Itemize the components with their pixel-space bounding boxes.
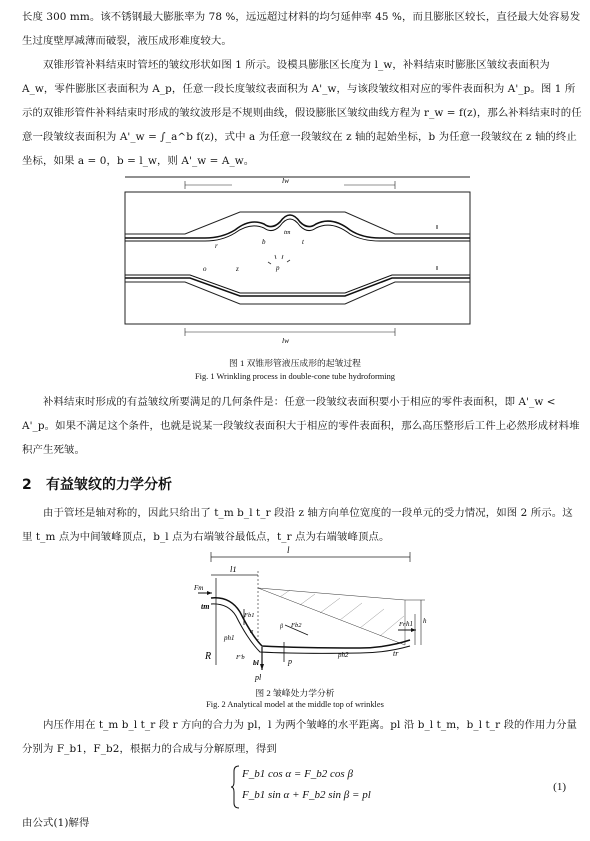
fig1-label-z: z — [236, 265, 239, 273]
figure-2-caption-en: Fig. 2 Analytical model at the middle top of wrinkles — [206, 700, 384, 709]
fig2-label-tr: tr — [393, 649, 399, 658]
fig2-label-pl: pl — [255, 673, 262, 682]
fig2-label-h1: h1 — [406, 620, 413, 628]
figure-2-caption-cn: 图 2 皱峰处力学分析 — [255, 688, 335, 698]
fig2-label-bl: bl — [253, 658, 259, 667]
figure-1-caption-cn: 图 1 双锥形管液压成形的起皱过程 — [229, 358, 361, 368]
fig2-label-Fb2: Fb2 — [291, 622, 302, 629]
equation-brace — [230, 765, 240, 809]
equation-line-2: F_b1 sin α + F_b2 sin β = pl — [242, 789, 371, 801]
fig2-label-Fr: Fr — [399, 621, 406, 628]
paragraph-5 — [22, 713, 582, 761]
paragraph-4-text: 由于管坯是轴对称的，因此只给出了 t_m b_l t_r 段沿 z 轴方向单位宽度的一段单元的受力情况，如图 2 所示。这里 t_m 点为中间皱峰顶点，b_l 点为右端皱谷最低点，t_r 点为右端皱峰顶点。 — [22, 507, 573, 543]
fig2-label-Fm: Fm — [194, 584, 204, 592]
fig1-label-b: b — [262, 238, 266, 246]
fig2-label-Fb1: Fb1 — [244, 612, 255, 619]
paragraph-6-text: 由公式(1)解得 — [22, 817, 90, 829]
fig2-label-Fpb: F'b — [236, 654, 245, 661]
fig1-label-o: o — [203, 265, 207, 273]
fig2-label-p: p — [288, 657, 292, 666]
fig1-label-lw-bottom: lw — [282, 336, 290, 345]
fig2-label-ph2: ph2 — [338, 651, 349, 659]
fig1-label-tm: tm — [284, 229, 291, 236]
fig1-label-t: t — [302, 238, 304, 246]
fig2-label-h: h — [423, 617, 427, 625]
fig2-label-l: l — [287, 545, 290, 555]
fig2-label-R: R — [205, 651, 212, 662]
paragraph-2-text: 双锥形管补料结束时管坯的皱纹形状如图 1 所示。设模具膨胀区长度为 l_w，补料结束时膨胀区皱纹表面积为 A_w，零件膨胀区表面积为 A_p，任意一段长度皱纹表面积为 A'_w，与该段皱纹相对应的零件表面积为 A'_p。图 1 所示的双锥形管件补料结束时形成的皱纹波形是不规则曲线，假设膨胀区皱纹曲线方程为 r_w = f(z)，那么补料结束时的任意一段皱纹表面积为 A'_w = ∫_a^b f(z)，式中 a 为任意一段皱纹在 z 轴的起始坐标，b 为任意一段皱纹在 z 轴的终止坐标，如果 a = 0，b = l_w，则 A'_w = A_w。 — [22, 59, 582, 167]
fig2-label-beta: β — [280, 624, 283, 630]
fig2-label-alpha: α — [250, 629, 254, 635]
equation-line-1: F_b1 cos α = F_b2 cos β — [242, 768, 353, 780]
fig1-label-p: p — [276, 264, 280, 272]
fig2-label-ph1: ph1 — [224, 634, 235, 642]
equation-1-number: (1) — [553, 781, 566, 793]
fig2-label-l1: l1 — [230, 564, 237, 574]
paragraph-3-text: 补料结束时形成的有益皱纹所要满足的几何条件是：任意一段皱纹表面积要小于相应的零件表面积，即 A'_w < A'_p。如果不满足这个条件，也就是说某一段皱纹表面积大于相应的零件表面积，那么高压整形后工件上必然形成材料堆积产生死皱。 — [22, 396, 580, 456]
fig1-label-lw-top: lw — [282, 176, 290, 185]
paragraph-5-text: 内压作用在 t_m b_l t_r 段 r 方向的合力为 pl，l 为两个皱峰的水平距离。pl 沿 b_l t_m，b_l t_r 段的作用力分量分别为 F_b1，F_b2，根据力的合成与分解原理，得到 — [22, 719, 577, 755]
fig2-label-tm: tm — [201, 602, 210, 611]
fig1-label-r: r — [215, 242, 218, 250]
figure-1-caption-en: Fig. 1 Wrinkling process in double-cone tube hydroforming — [194, 372, 395, 381]
section-2-number: 2 — [22, 477, 32, 493]
paragraph-6 — [22, 811, 582, 835]
paragraph-1-text: 长度 300 mm。该不锈钢最大膨胀率为 78 %，远远超过材料的均匀延伸率 45 %，而且膨胀区较长，直径最大处容易发生过度壁厚减薄而破裂，液压成形难度较大。 — [22, 11, 581, 47]
section-2-title: 有益皱纹的力学分析 — [46, 477, 172, 493]
